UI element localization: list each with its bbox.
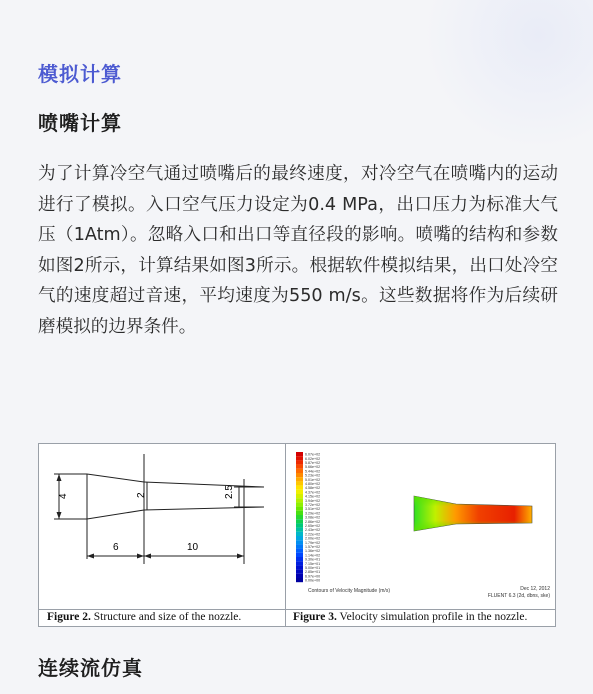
legend-swatch xyxy=(296,481,303,485)
legend-value: 2.43e+02 xyxy=(305,528,321,533)
legend-value: 0.00e+00 xyxy=(305,578,321,583)
legend-value: 4.37e+02 xyxy=(305,490,321,495)
velocity-contour-plot xyxy=(286,444,555,609)
nozzle-boundary-layer xyxy=(414,496,532,531)
legend-swatch xyxy=(296,452,303,456)
legend-swatch xyxy=(296,561,303,565)
legend-value: 2.86e+02 xyxy=(305,519,321,524)
plot-title: Contours of Velocity Magnitude (m/s) xyxy=(308,588,390,594)
legend-value: 1.79e+02 xyxy=(305,540,321,545)
legend-swatch xyxy=(296,549,303,553)
legend-swatch xyxy=(296,498,303,502)
figure3-plot xyxy=(286,444,555,609)
legend-value: 3.08e+02 xyxy=(305,515,321,520)
dim-throat: 2 xyxy=(136,492,147,498)
legend-swatch xyxy=(296,456,303,460)
legend-swatch xyxy=(296,519,303,523)
legend-swatch xyxy=(296,494,303,498)
legend-swatch xyxy=(296,515,303,519)
legend-value: 3.51e+02 xyxy=(305,507,321,512)
legend-swatch xyxy=(296,477,303,481)
legend-value: 7.15e+01 xyxy=(305,561,321,566)
figure2-caption-text: Structure and size of the nozzle. xyxy=(90,611,242,623)
legend-swatch xyxy=(296,523,303,527)
legend-value: 5.00e+01 xyxy=(305,566,321,570)
legend-value: 3.94e+02 xyxy=(305,498,321,503)
legend-value: 6.02e+02 xyxy=(305,456,321,461)
legend-swatch xyxy=(296,536,303,540)
legend-value: 6.97e+00 xyxy=(305,574,321,579)
legend-swatch xyxy=(296,469,303,473)
legend-value: 3.29e+02 xyxy=(305,511,321,516)
legend-swatch xyxy=(296,553,303,557)
figure3-caption xyxy=(293,611,527,623)
subsection-title: 喷嘴计算 xyxy=(38,111,122,135)
plot-solver: FLUENT 6.3 (2d, dbns, ske) xyxy=(487,593,550,599)
legend-swatch xyxy=(296,557,303,561)
body-paragraph: 为了计算冷空气通过喷嘴后的最终速度，对冷空气在喷嘴内的运动进行了模拟。入口空气压力设定为0.4 MPa，出口压力为标准大气压（1Atm）。忽略入口和出口等直径段的影响。喷嘴的结构和参数如图2所示，计算结果如图3所示。根据软件模拟结果，出口处冷空气的速度超过音速，平均速度为550 m/s。这些数据将作为后续研磨模拟的边界条件。 xyxy=(38,164,558,337)
legend-value: 5.23e+02 xyxy=(305,473,321,478)
legend-value: 5.87e+02 xyxy=(305,461,321,465)
legend-value: 1.14e+02 xyxy=(305,553,321,558)
dim-diverging: 10 xyxy=(187,542,199,553)
legend-swatch xyxy=(296,465,303,469)
legend-value: 3.72e+02 xyxy=(305,503,321,507)
dim-inlet: 4 xyxy=(58,493,69,499)
legend-swatch xyxy=(296,570,303,574)
legend-swatch xyxy=(296,565,303,569)
nozzle-figure xyxy=(38,443,556,627)
continuous-flow-title: 连续流仿真 xyxy=(38,656,143,680)
legend-swatch xyxy=(296,532,303,536)
figure2-diagram xyxy=(39,444,285,609)
legend-value: 6.07e+02 xyxy=(305,452,321,457)
figure2-caption-label: Figure 2. xyxy=(47,611,91,623)
legend-swatch xyxy=(296,502,303,506)
legend-swatch xyxy=(296,540,303,544)
figure3-caption-label: Figure 3. xyxy=(293,611,337,623)
dim-converging: 6 xyxy=(113,542,119,553)
legend-swatch xyxy=(296,528,303,532)
legend-value: 1.36e+02 xyxy=(305,549,321,554)
dim-outlet: 2.5 xyxy=(224,485,235,499)
legend-swatch xyxy=(296,507,303,511)
legend-value: 1.57e+02 xyxy=(305,545,321,549)
legend-value: 2.22e+02 xyxy=(305,532,321,537)
section-title: 模拟计算 xyxy=(38,62,122,86)
legend-swatch xyxy=(296,490,303,494)
legend-value: 2.85e+01 xyxy=(305,570,321,575)
figure3-caption-text: Velocity simulation profile in the nozzle. xyxy=(336,611,528,623)
legend-swatch xyxy=(296,486,303,490)
legend-value: 2.00e+02 xyxy=(305,536,321,541)
legend-value: 4.15e+02 xyxy=(305,494,321,499)
plot-date: Dec 12, 2012 xyxy=(520,586,550,592)
legend-value: 4.80e+02 xyxy=(305,482,321,486)
figure2-caption xyxy=(47,611,241,623)
background-glow xyxy=(423,0,593,150)
nozzle-structure-drawing xyxy=(39,444,285,609)
legend-swatch xyxy=(296,473,303,477)
color-legend xyxy=(296,452,320,583)
legend-swatch xyxy=(296,511,303,515)
legend-value: 5.44e+02 xyxy=(305,469,321,474)
legend-value: 2.65e+02 xyxy=(305,524,321,528)
legend-value: 5.66e+02 xyxy=(305,465,321,470)
legend-value: 9.30e+01 xyxy=(305,557,321,562)
legend-value: 4.58e+02 xyxy=(305,486,321,491)
legend-swatch xyxy=(296,544,303,548)
legend-swatch xyxy=(296,574,303,578)
legend-swatch xyxy=(296,460,303,464)
legend-value: 5.01e+02 xyxy=(305,477,321,482)
legend-swatch xyxy=(296,578,303,582)
